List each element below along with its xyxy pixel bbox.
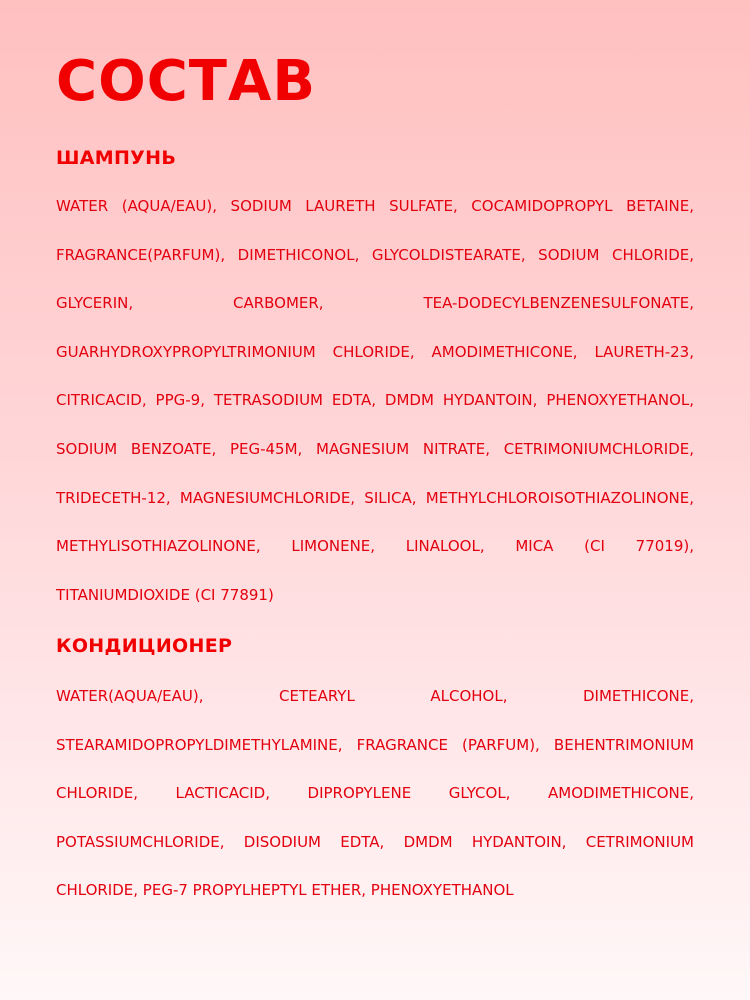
conditioner-heading: КОНДИЦИОНЕР — [56, 635, 233, 657]
conditioner-ingredients: WATER(AQUA/EAU), CETEARYL ALCOHOL, DIMETHICONE, STEARAMIDOPROPYLDIMETHYLAMINE, FRAGRANCE (PARFUM), BEHENTRIMONIUM CHLORIDE, LACTICACID, DIPROPYLENE GLYCOL, AMODIMETHICONE, POTASSIUMCHLORIDE, DISODIUM EDTA, DMDM HYDANTOIN, CETRIMONIUM CHLORIDE, PEG-7 PROPYLHEPTYL ETHER, PHENOXYETHANOL — [56, 687, 694, 900]
shampoo-heading: ШАМПУНЬ — [56, 147, 177, 169]
shampoo-ingredients: WATER (AQUA/EAU), SODIUM LAURETH SULFATE, COCAMIDOPROPYL BETAINE, FRAGRANCE(PARFUM), DIMETHICONOL, GLYCOLDISTEARATE, SODIUM CHLORIDE, GLYCERIN, CARBOMER, TEA-DODECYLBENZENESULFONATE, GUARHYDROXYPROPYLTRIMONIUM CHLORIDE, AMODIMETHICONE, LAURETH-23, CITRICACID, PPG-9, TETRASODIUM EDTA, DMDM HYDANTOIN, PHENOXYETHANOL, SODIUM BENZOATE, PEG-45M, MAGNESIUM NITRATE, CETRIMONIUMCHLORIDE, TRIDECETH-12, MAGNESIUMCHLORIDE, SILICA, METHYLCHLOROISOTHIAZOLINONE, METHYLISOTHIAZOLINONE, LIMONENE, LINALOOL, MICA (CI 77019), TITANIUMDIOXIDE (CI 77891) — [56, 197, 694, 604]
page-title: СОСТАВ — [56, 49, 317, 114]
